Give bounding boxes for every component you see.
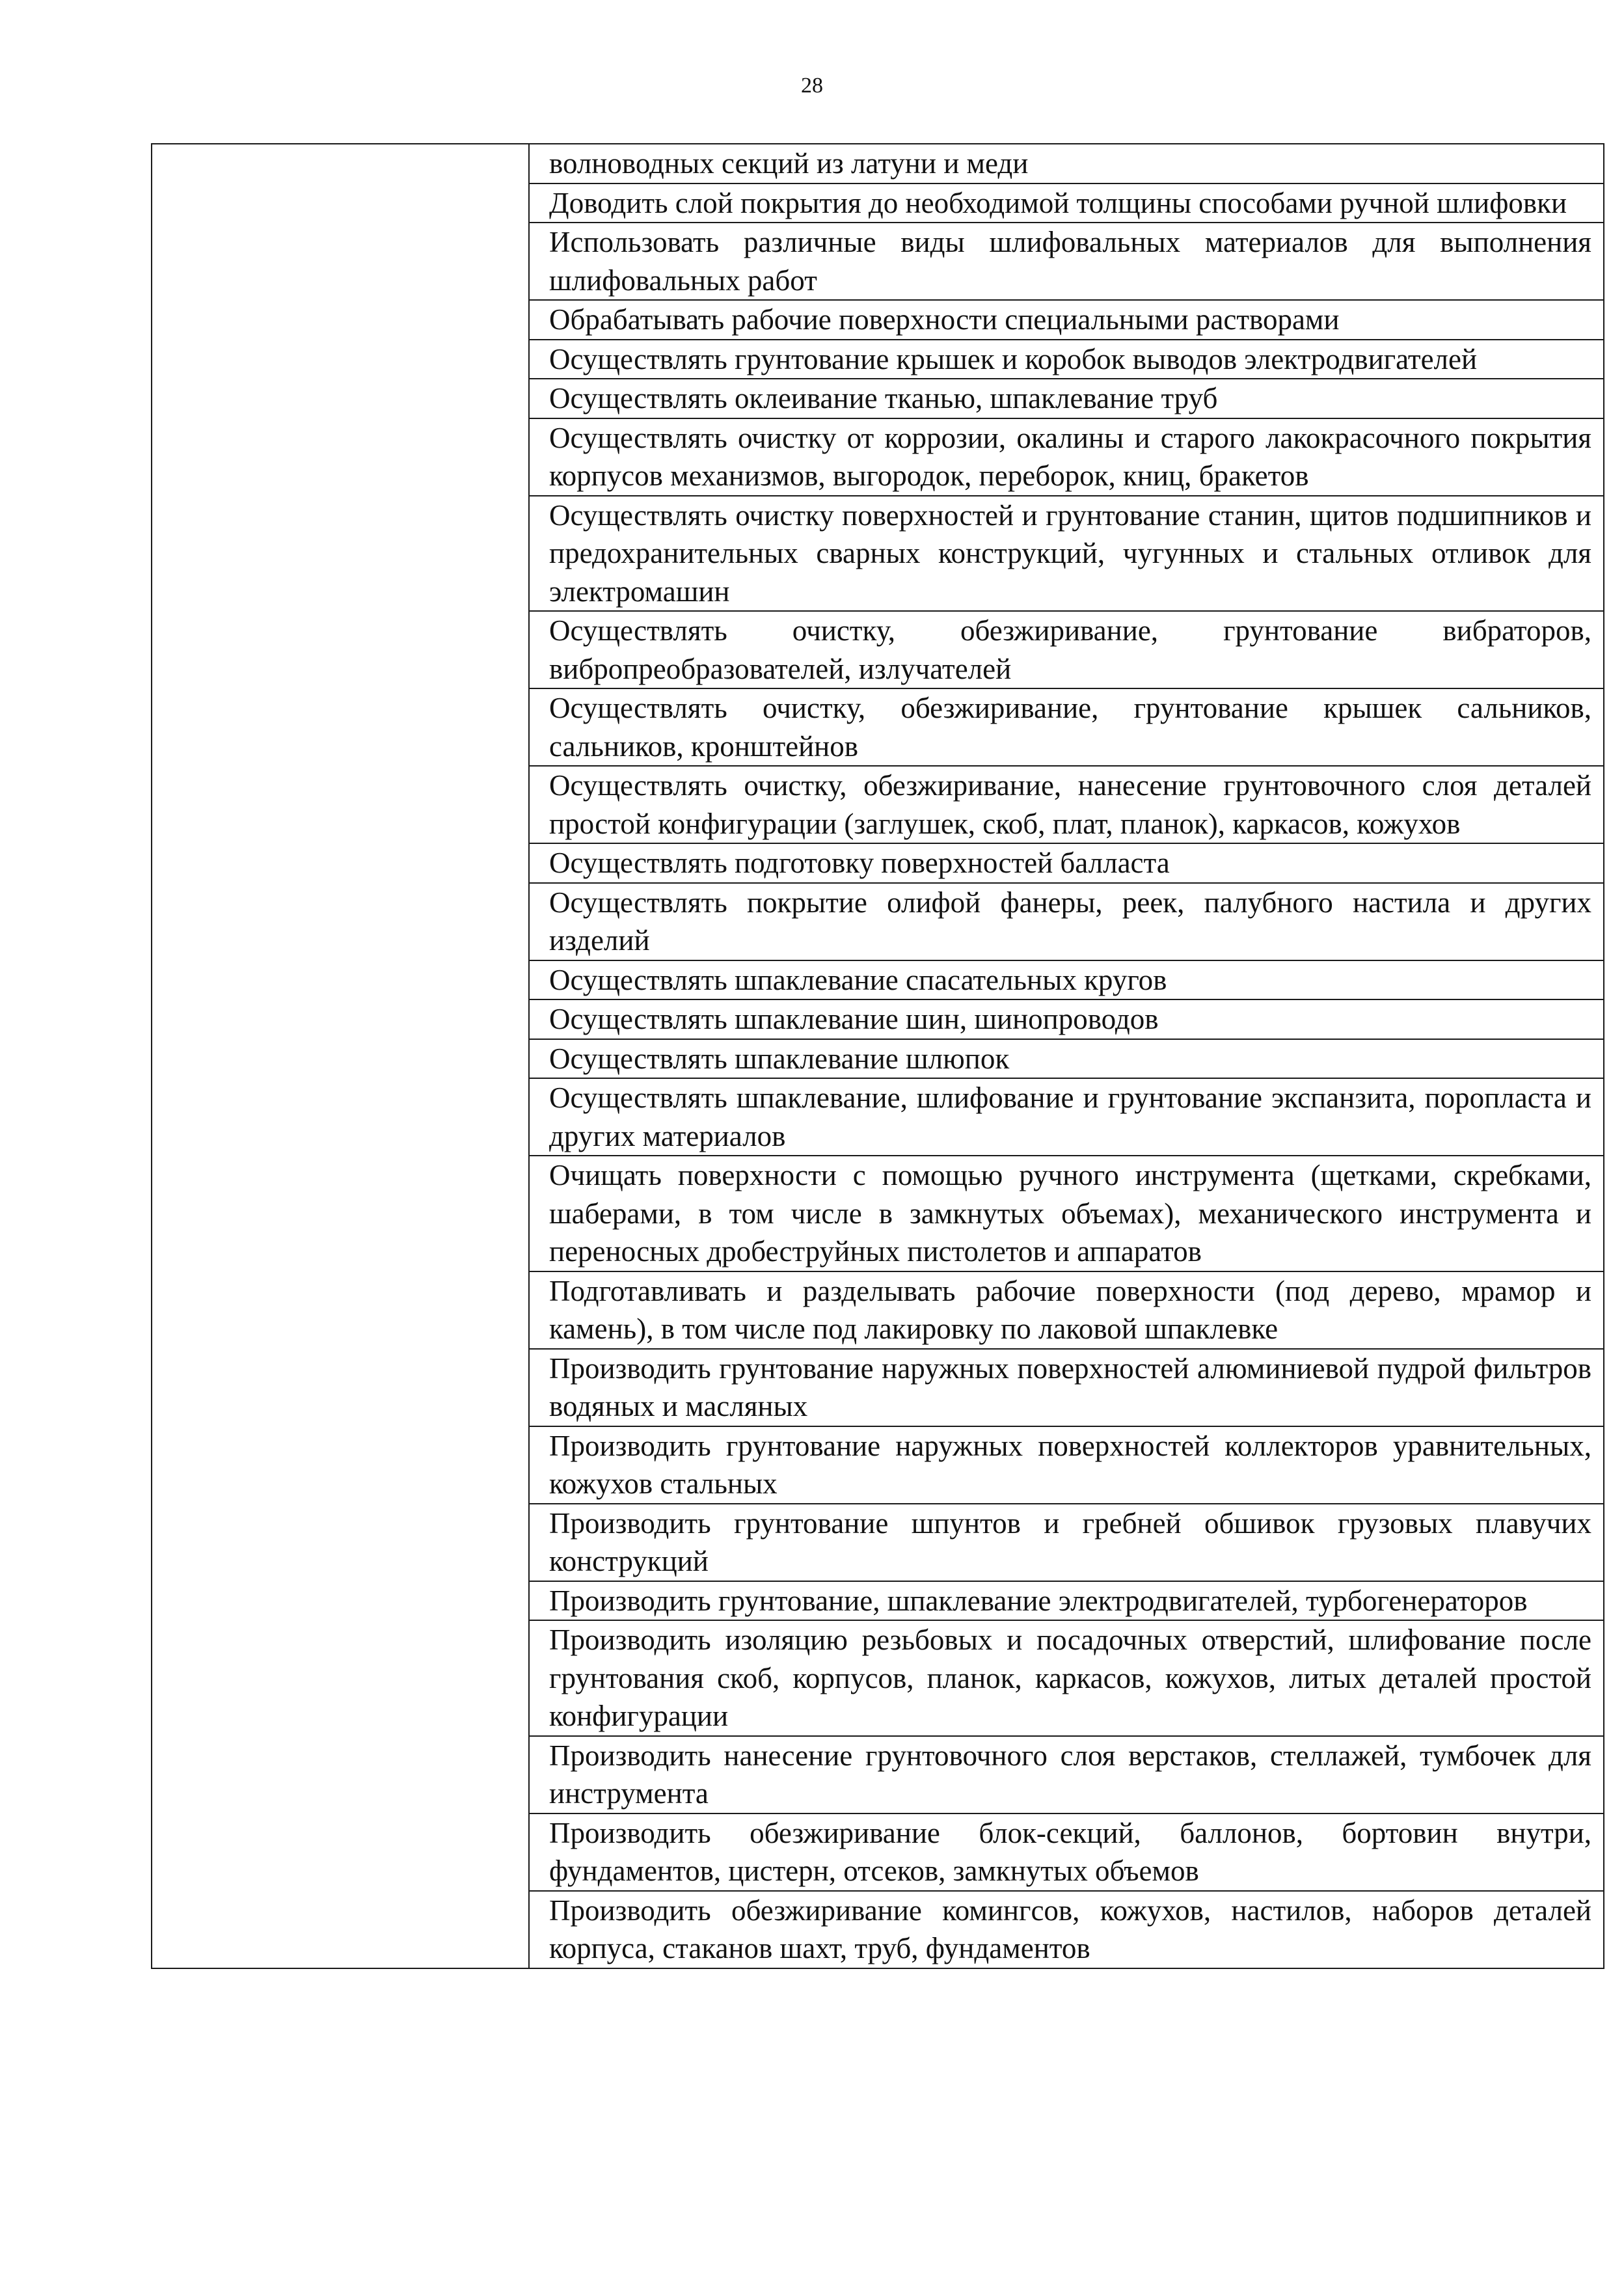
list-item: Использовать различные виды шлифовальных материалов для выполнения шлифовальных работ (530, 223, 1603, 301)
list-item: Производить грунтование наружных поверхностей алюминиевой пудрой фильтров водяных и масляных (530, 1350, 1603, 1427)
list-item: Осуществлять очистку от коррозии, окалины и старого лакокрасочного покрытия корпусов механизмов, выгородок, переборок, книц, бракетов (530, 419, 1603, 496)
list-item: Производить обезжиривание блок-секций, баллонов, бортовин внутри, фундаментов, цистерн, отсеков, замкнутых объемов (530, 1814, 1603, 1892)
list-item: Осуществлять шпаклевание спасательных кругов (530, 961, 1603, 1001)
list-item: Доводить слой покрытия до необходимой толщины способами ручной шлифовки (530, 184, 1603, 224)
list-item: Очищать поверхности с помощью ручного инструмента (щетками, скребками, шаберами, в том числе в замкнутых объемах), механического инструмента и переносных дробеструйных пистолетов и аппаратов (530, 1156, 1603, 1272)
list-item: Производить изоляцию резьбовых и посадочных отверстий, шлифование после грунтования скоб, корпусов, планок, каркасов, кожухов, литых деталей простой конфигурации (530, 1621, 1603, 1737)
list-item: Осуществлять шпаклевание, шлифование и грунтование экспанзита, поропласта и других материалов (530, 1079, 1603, 1156)
list-item: Осуществлять очистку, обезжиривание, грунтование вибраторов, вибропреобразователей, излучателей (530, 612, 1603, 689)
list-item: Осуществлять шпаклевание шин, шинопроводов (530, 1000, 1603, 1040)
page-number: 28 (801, 74, 823, 98)
list-item: Осуществлять очистку, обезжиривание, нанесение грунтовочного слоя деталей простой конфигурации (заглушек, скоб, плат, планок), каркасов, кожухов (530, 767, 1603, 844)
skills-list-cell (529, 144, 1604, 1968)
list-item: Осуществлять оклеивание тканью, шпаклевание труб (530, 379, 1603, 419)
list-item: Осуществлять покрытие олифой фанеры, реек, палубного настила и других изделий (530, 884, 1603, 961)
empty-left-cell (152, 144, 529, 1968)
list-item: Производить грунтование шпунтов и гребней обшивок грузовых плавучих конструкций (530, 1504, 1603, 1582)
list-item: Производить обезжиривание комингсов, кожухов, настилов, наборов деталей корпуса, стаканов шахт, труб, фундаментов (549, 1894, 1591, 1964)
list-item: Подготавливать и разделывать рабочие поверхности (под дерево, мрамор и камень), в том числе под лакировку по лаковой шпаклевке (530, 1272, 1603, 1350)
list-item: Производить нанесение грунтовочного слоя верстаков, стеллажей, тумбочек для инструмента (530, 1737, 1603, 1814)
list-item: Осуществлять очистку поверхностей и грунтование станин, щитов подшипников и предохранительных сварных конструкций, чугунных и стальных отливок для электромашин (530, 496, 1603, 612)
list-item: Обрабатывать рабочие поверхности специальными растворами (530, 301, 1603, 340)
list-item: Осуществлять шпаклевание шлюпок (530, 1040, 1603, 1080)
list-item: Осуществлять очистку, обезжиривание, грунтование крышек сальников, сальников, кронштейнов (530, 689, 1603, 767)
list-item: Осуществлять грунтование крышек и коробок выводов электродвигателей (530, 340, 1603, 380)
list-item: Производить грунтование наружных поверхностей коллекторов уравнительных, кожухов стальных (530, 1427, 1603, 1504)
table-row (152, 144, 1604, 1968)
skills-table (151, 143, 1604, 1969)
list-item: Производить грунтование, шпаклевание электродвигателей, турбогенераторов (530, 1582, 1603, 1622)
list-item: волноводных секций из латуни и меди (530, 144, 1603, 184)
list-item: Осуществлять подготовку поверхностей балласта (530, 844, 1603, 884)
